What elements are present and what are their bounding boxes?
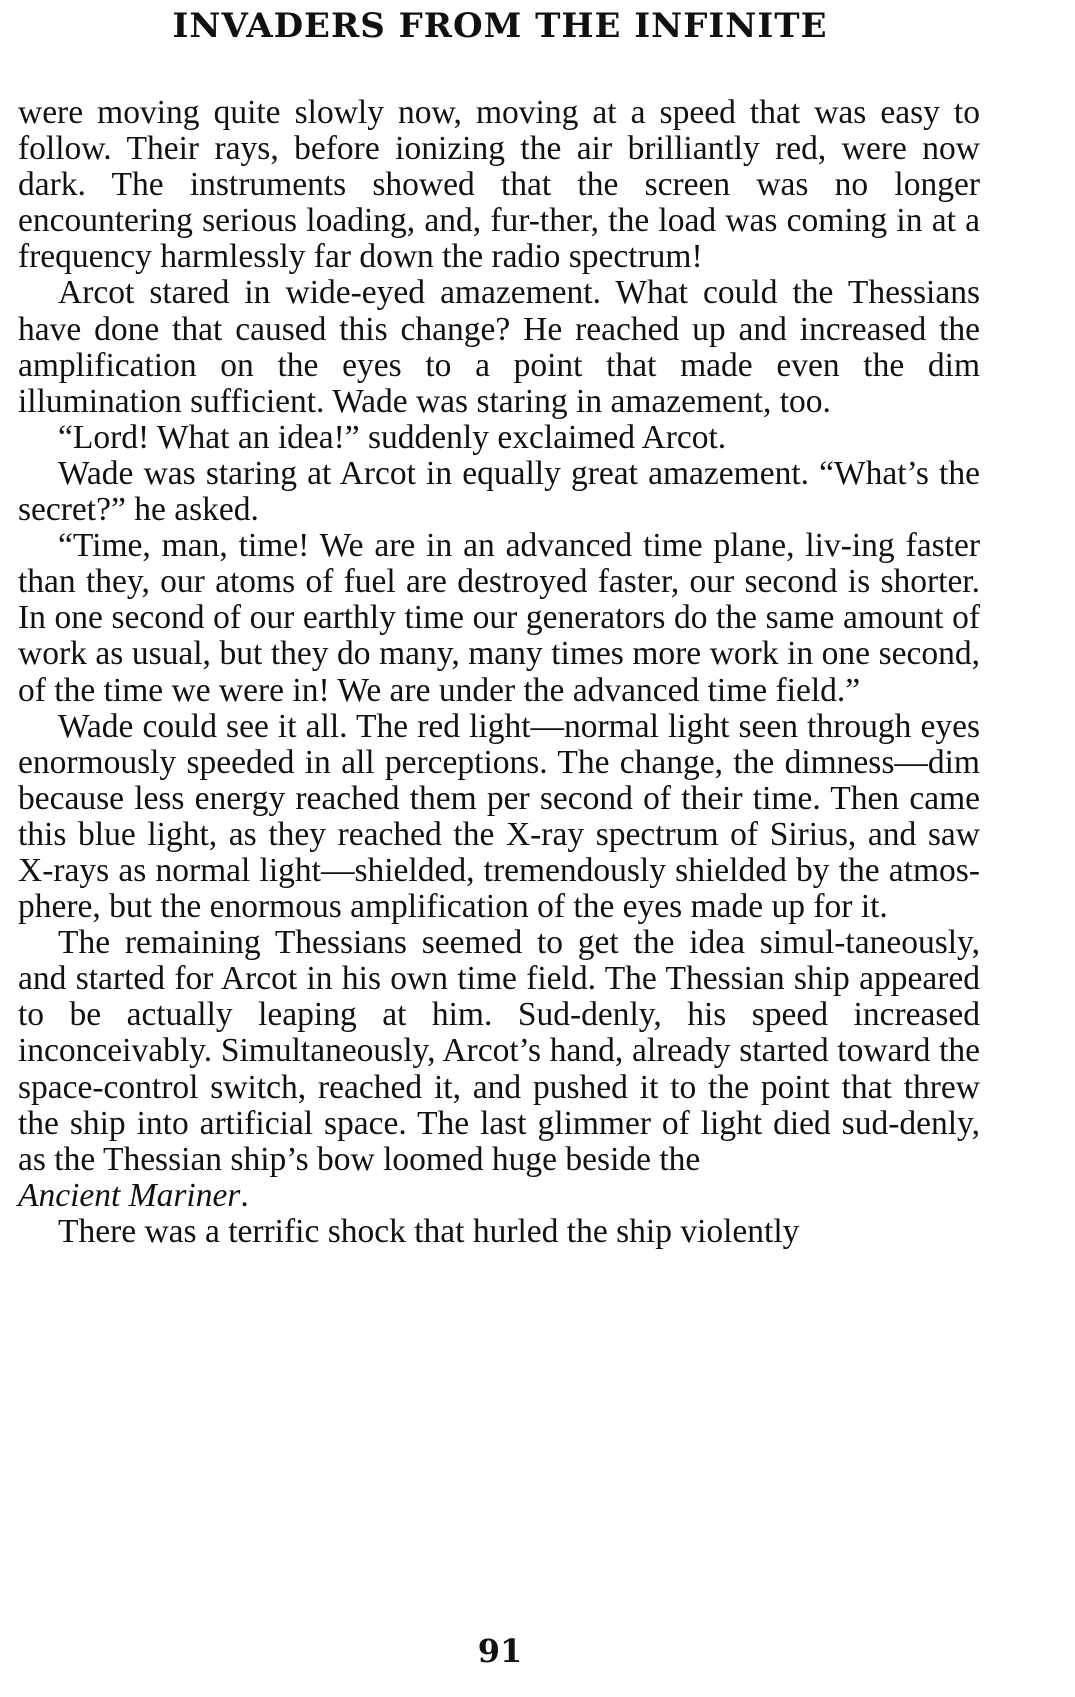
paragraph: were moving quite slowly now, moving at a speed that was easy to follow. Their rays, before ionizing the air brilliantly red, were now dark. The instruments showed that the screen was no longer encountering serious loading, and, fur-ther, the load was coming in at a frequency harmlessly far down the radio spectrum! [18, 94, 980, 276]
paragraph: Wade was staring at Arcot in equally great amazement. “What’s the secret?” he asked. [18, 454, 980, 529]
paragraph: There was a terrific shock that hurled the ship violently [58, 1212, 800, 1250]
body-text [18, 95, 980, 1250]
running-head-title: INVADERS FROM THE INFINITE [172, 6, 828, 46]
paragraph: Arcot stared in wide-eyed amazement. What could the Thessians have done that caused this change? He reached up and increased the amplification on the eyes to a point that made even the dim illumination sufficient. Wade was staring in amazement, too. [18, 274, 980, 420]
page-number: 91 [477, 1632, 523, 1670]
paragraph [18, 925, 980, 1214]
paragraph: Wade could see it all. The red light—normal light seen through eyes enormously speeded in all perceptions. The change, the dimness—dim because less energy reached them per second of their time. Then came this blue light, as they reached the X-ray spectrum of Sirius, and saw X-rays as normal light—shielded, tremendously shielded by the atmos-phere, but the enormous amplification of the eyes made up for it. [18, 707, 980, 926]
paragraph: “Time, man, time! We are in an advanced time plane, liv-ing faster than they, our atoms of fuel are destroyed faster, our second is shorter. In one second of our earthly time our generators do the same amount of work as usual, but they do many, many times more work in one second, of the time we were in! We are under the advanced time field.” [18, 527, 980, 709]
paragraph-text: The remaining Thessians seemed to get the idea simul-taneously, and started for Arcot in his own time field. The Thessian ship appeared to be actually leaping at him. Sud-denly, his speed increased inconceivably. Simultaneously, Arcot’s hand, already started toward the space-control switch, reached it, and pushed it to the point that threw the ship into artificial space. The last glimmer of light died sud-denly, as the Thessian ship’s bow loomed huge beside the [18, 924, 980, 1178]
paragraph: “Lord! What an idea!” suddenly exclaimed Arcot. [58, 418, 727, 456]
ship-name-suffix: . [240, 1176, 249, 1214]
ship-name: Ancient Mariner [18, 1176, 241, 1214]
